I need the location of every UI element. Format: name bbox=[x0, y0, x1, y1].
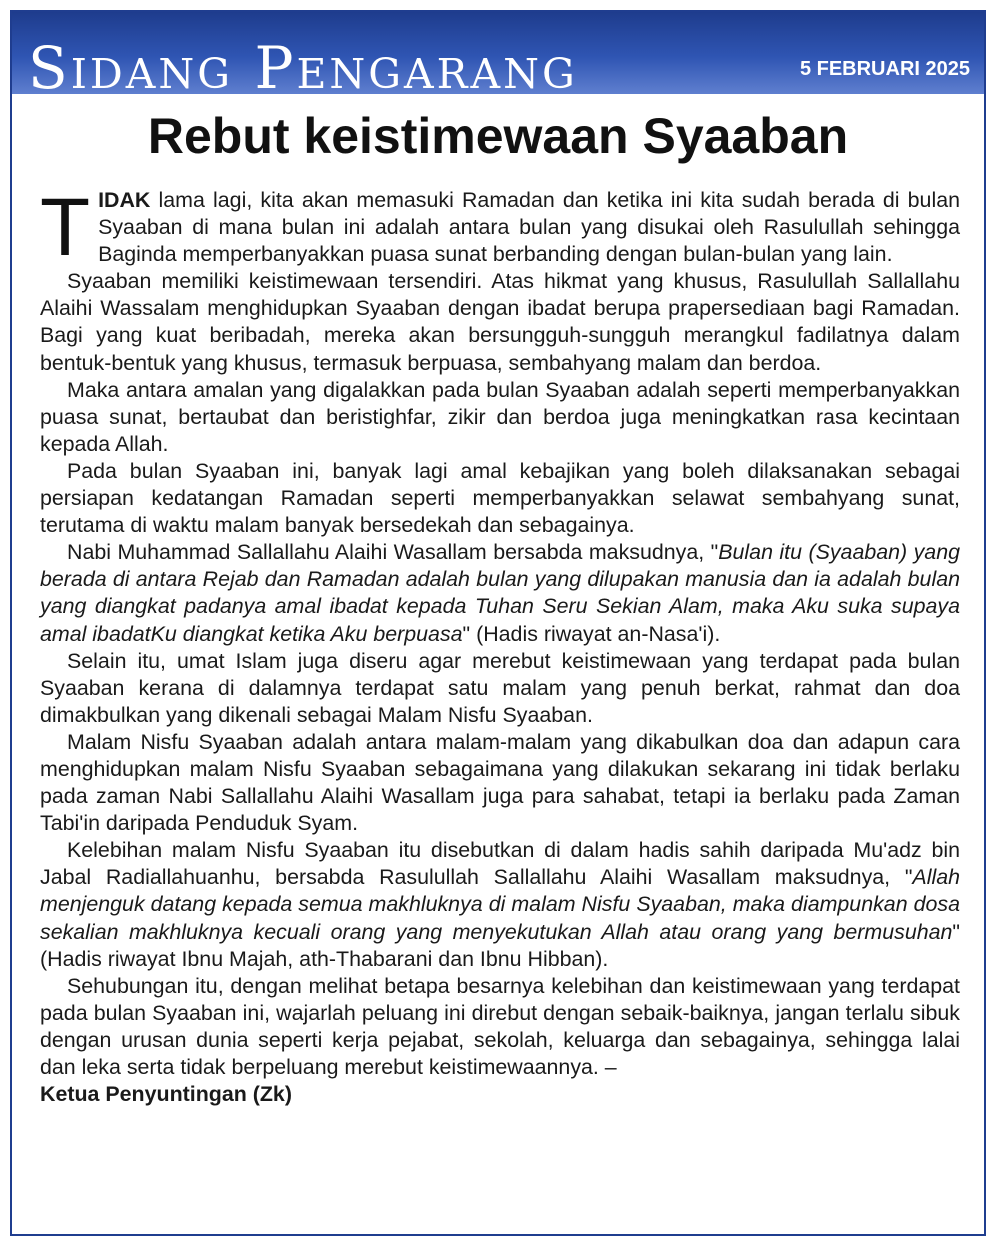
article-paragraph: Selain itu, umat Islam juga diseru agar merebut keistimewaan yang terdapat pada bulan Syaaban kerana di dalamnya terdapat satu malam yang penuh berkat, rahmat dan doa dimakbulkan yang dikenali sebagai Malam Nisfu Syaaban. bbox=[40, 648, 960, 727]
publication-date: 5 FEBRUARI 2025 bbox=[799, 58, 970, 80]
paragraph-text: Kelebihan malam Nisfu Syaaban itu disebutkan di dalam hadis sahih daripada Mu'adz bin Jabal Radiallahuanhu, bersabda Rasulullah Sallallahu Alaihi Wasallam maksudnya, " bbox=[40, 838, 960, 890]
masthead-title: Sidang Pengarang bbox=[28, 34, 578, 94]
hadith-citation: " (Hadis riwayat Ibnu Majah, ath-Thabarani dan Ibnu Hibban). bbox=[40, 919, 960, 971]
article-paragraph: Pada bulan Syaaban ini, banyak lagi amal kebajikan yang boleh dilaksanakan sebagai persiapan kedatangan Ramadan seperti memperbanyakkan selawat sembahyang sunat, terutama di waktu malam banyak bersedekah dan sebagainya. bbox=[40, 458, 960, 538]
editorial-frame bbox=[10, 10, 986, 1236]
drop-cap: T bbox=[40, 182, 91, 273]
paragraph-text: Nabi Muhammad Sallallahu Alaihi Wasallam bersabda maksudnya, " bbox=[67, 540, 719, 565]
article-paragraph bbox=[40, 182, 960, 273]
article-paragraph: Maka antara amalan yang digalakkan pada bulan Syaaban adalah seperti memperbanyakkan puasa sunat, bertaubat dan beristighfar, zikir dan berdoa juga meningkatkan rasa kecintaan kepada Allah. bbox=[40, 377, 960, 456]
article-paragraph: Malam Nisfu Syaaban adalah antara malam-malam yang dikabulkan doa dan adapun cara menghidupkan malam Nisfu Syaaban sebagaimana yang dilakukan sekarang ini tidak berlaku pada zaman Nabi Sallallahu Alaihi Wasallam juga para sahabat, tetapi ia berlaku pada Zaman Tabi'in daripada Penduduk Syam. bbox=[40, 729, 960, 836]
article-paragraph: Sehubungan itu, dengan melihat betapa besarnya kelebihan dan keistimewaan yang terdapat pada bulan Syaaban ini, wajarlah peluang ini direbut dengan sebaik-baiknya, jangan terlalu sibuk dengan urusan dunia seperti kerja pejabat, sekolah, keluarga dan sebagainya, sehingga lalai dan leka serta tidak berpeluang merebut keistimewaannya. – bbox=[40, 973, 960, 1079]
hadith-citation: " (Hadis riwayat an-Nasa'i). bbox=[462, 621, 721, 646]
signature-line bbox=[40, 1081, 960, 1108]
masthead-banner bbox=[12, 12, 984, 94]
article-paragraph bbox=[40, 837, 960, 972]
paragraph-text: lama lagi, kita akan memasuki Ramadan dan ketika ini kita sudah berada di bulan Syaaban di mana bulan ini adalah antara bulan yang disukai oleh Rasulullah sehingga Baginda memperbanyakkan puasa sunat berbanding dengan bulan-bulan yang lain. bbox=[98, 188, 960, 267]
article-body bbox=[40, 182, 960, 1108]
article-paragraph: Syaaban memiliki keistimewaan tersendiri. Atas hikmat yang khusus, Rasulullah Sallallahu Alaihi Wassalam menghidupkan Syaaban dengan ibadat berupa prapersediaan bagi Ramadan. Bagi yang kuat beribadah, mereka akan bersungguh-sungguh merangkul fadilatnya dalam bentuk-bentuk yang khusus, termasuk berpuasa, sembahyang malam dan berdoa. bbox=[40, 269, 960, 375]
author-signature: Ketua Penyuntingan (Zk) bbox=[40, 1082, 292, 1107]
article-paragraph bbox=[40, 539, 960, 647]
lead-word: IDAK bbox=[98, 188, 151, 212]
headline: Rebut keistimewaan Syaaban bbox=[147, 108, 849, 164]
hadith-quote: Bulan itu (Syaaban) yang berada di antara Rejab dan Ramadan adalah bulan yang dilupakan manusia dan ia adalah bulan yang diangkat padanya amal ibadat kepada Tuhan Seru Sekian Alam, maka Aku suka supaya amal ibadatKu diangkat ketika Aku berpuasa bbox=[40, 540, 960, 646]
hadith-quote: Allah menjenguk datang kepada semua makhluknya di malam Nisfu Syaaban, maka diampunkan dosa sekalian makhluknya kecuali orang yang menyekutukan Allah atau orang yang bermusuhan bbox=[40, 865, 960, 944]
